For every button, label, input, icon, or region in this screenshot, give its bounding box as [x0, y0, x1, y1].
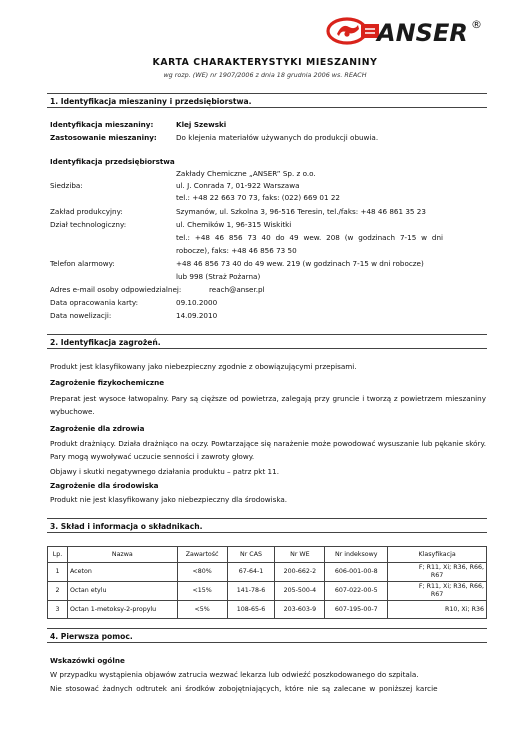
cell-index: 606-001-00-8: [325, 563, 388, 582]
seat-label: Siedziba:: [50, 181, 83, 190]
col-header: Klasyfikacja: [388, 547, 487, 563]
section-1-heading: 1. Identyfikacja mieszaniny i przedsiębiorstwa.: [47, 93, 487, 108]
composition-table: [47, 546, 487, 619]
cell-name: Octan etylu: [67, 582, 177, 601]
section-3-heading: 3. Skład i informacja o składnikach.: [47, 518, 487, 533]
env-hazard-text: Produkt nie jest klasyfikowany jako niebezpieczny dla środowiska.: [50, 495, 288, 504]
class-line: R67: [430, 591, 444, 598]
ident-label: Identyfikacja mieszaniny:: [50, 120, 154, 129]
cell-cas: 67-64-1: [227, 563, 275, 582]
cell-we: 205-500-4: [275, 582, 325, 601]
cell-lp: 2: [48, 582, 68, 601]
cell-name: Octan 1-metoksy-2-propylu: [67, 601, 177, 619]
update-date-label: Data nowelizacji:: [50, 311, 112, 320]
cell-cas: 108-65-6: [227, 601, 275, 619]
plant-value: Szymanów, ul. Szkolna 3, 96-516 Teresin, tel./faks: +48 46 861 35 23: [176, 207, 426, 216]
cell-content: <15%: [177, 582, 227, 601]
hazard-intro: Produkt jest klasyfikowany jako niebezpieczny zgodnie z obowiązującymi przepisami.: [50, 362, 357, 371]
general-guidance-heading: Wskazówki ogólne: [50, 656, 125, 665]
cell-classification: [388, 582, 487, 601]
cell-lp: 1: [48, 563, 68, 582]
cell-classification: [388, 563, 487, 582]
col-header: Nazwa: [67, 547, 177, 563]
cell-index: 607-022-00-5: [325, 582, 388, 601]
cell-name: Aceton: [67, 563, 177, 582]
cell-content: <80%: [177, 563, 227, 582]
section-2-heading: 2. Identyfikacja zagrożeń.: [47, 334, 487, 349]
svg-text:ANSER: ANSER: [377, 19, 468, 47]
use-label: Zastosowanie mieszaniny:: [50, 133, 157, 142]
table-header-row: [48, 547, 487, 563]
prep-date-value: 09.10.2000: [176, 298, 218, 307]
class-line: F; R11, Xi; R36, R66,: [418, 583, 484, 590]
email-value[interactable]: reach@anser.pl: [209, 285, 265, 294]
cell-we: 203-603-9: [275, 601, 325, 619]
cell-content: <5%: [177, 601, 227, 619]
anser-logo: [325, 14, 487, 48]
col-header: Nr CAS: [227, 547, 275, 563]
cell-cas: 141-78-6: [227, 582, 275, 601]
health-hazard-ref: Objawy i skutki negatywnego działania produktu – patrz pkt 11.: [50, 467, 279, 476]
company-heading: Identyfikacja przedsiębiorstwa: [50, 157, 175, 166]
col-header: Lp.: [48, 547, 68, 563]
tech-label: Dział technologiczny:: [50, 220, 127, 229]
use-value: Do klejenia materiałów używanych do produkcji obuwia.: [176, 133, 379, 142]
document-title: KARTA CHARAKTERYSTYKI MIESZANINY: [152, 57, 378, 68]
document-subtitle: wg rozp. (WE) nr 1907/2006 z dnia 18 grudnia 2006 ws. REACH: [163, 71, 367, 79]
col-header: Zawartość: [177, 547, 227, 563]
svg-text:®: ®: [471, 18, 482, 31]
class-line: R67: [430, 572, 444, 579]
col-header: Nr WE: [275, 547, 325, 563]
health-hazard-heading: Zagrożenie dla zdrowia: [50, 424, 145, 433]
phys-hazard-heading: Zagrożenie fizykochemiczne: [50, 378, 165, 387]
env-hazard-heading: Zagrożenie dla środowiska: [50, 481, 159, 490]
alarm-label: Telefon alarmowy:: [50, 259, 115, 268]
cell-lp: 3: [48, 601, 68, 619]
health-hazard-text: Produkt drażniący. Działa drażniąco na oczy. Powtarzające się narażenie może powodować wysuszanie lub pękanie skóry. Pary mogą wywoływać uczucie senności i zawroty głowy.: [50, 439, 486, 461]
cell-classification: [388, 601, 487, 619]
company-name: Zakłady Chemiczne „ANSER” Sp. z o.o.: [176, 169, 316, 178]
class-line: F; R11, Xi; R36, R66,: [418, 564, 484, 571]
phys-hazard-text: Preparat jest wysoce łatwopalny. Pary są cięższe od powietrza, zalegają przy gruncie i tworzą z powietrzem mieszaniny wybuchowe.: [50, 394, 486, 416]
table-row: [48, 601, 487, 619]
seat-address: ul. J. Conrada 7, 01-922 Warszawa: [176, 181, 300, 190]
tech-address: ul. Chemików 1, 96-315 Wiskitki: [176, 220, 292, 229]
table-row: [48, 582, 487, 601]
seat-phone: tel.: +48 22 663 70 73, faks: (022) 669 01 22: [176, 193, 340, 202]
prep-date-label: Data opracowania karty:: [50, 298, 139, 307]
email-label: Adres e-mail osoby odpowiedzialnej:: [50, 285, 182, 294]
ident-value: Klej Szewski: [176, 120, 227, 129]
cell-we: 200-662-2: [275, 563, 325, 582]
alarm-line2: lub 998 (Straż Pożarna): [176, 272, 261, 281]
alarm-line1: +48 46 856 73 40 do 49 wew. 219 (w godzinach 7-15 w dni robocze): [176, 259, 424, 268]
tech-phone-line2: robocze), faks: +48 46 856 73 50: [176, 246, 297, 255]
cell-index: 607-195-00-7: [325, 601, 388, 619]
general-guidance-line2: Nie stosować żadnych odtrutek ani środków zobojętniających, które nie są zalecane w poniższej karcie: [50, 684, 438, 693]
tech-phone-line1: tel.: +48 46 856 73 40 do 49 wew. 208 (w godzinach 7-15 w dni: [176, 233, 444, 242]
class-line: R10, Xi; R36: [445, 605, 484, 613]
plant-label: Zakład produkcyjny:: [50, 207, 123, 216]
general-guidance-line1: W przypadku wystąpienia objawów zatrucia wezwać lekarza lub odwieźć poszkodowanego do szpitala.: [50, 670, 419, 679]
col-header: Nr indeksowy: [325, 547, 388, 563]
update-date-value: 14.09.2010: [176, 311, 218, 320]
section-4-heading: 4. Pierwsza pomoc.: [47, 628, 487, 643]
table-row: [48, 563, 487, 582]
